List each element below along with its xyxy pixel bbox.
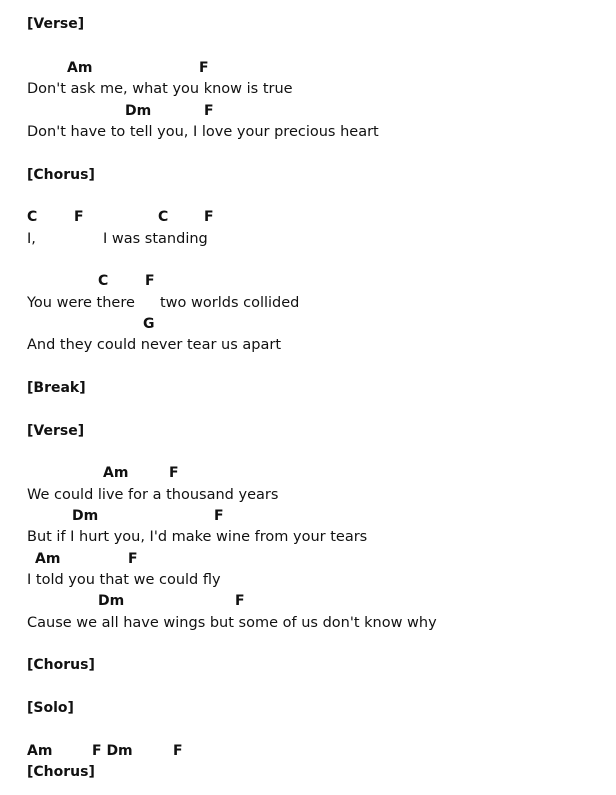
chord: F	[204, 209, 214, 225]
chord: C	[27, 209, 38, 225]
chord: C	[98, 273, 109, 289]
chord: Am	[27, 743, 53, 759]
lyric-line: Don't have to tell you, I love your precious heart	[27, 124, 379, 140]
chord: Am	[103, 465, 129, 481]
chord: Dm	[72, 508, 99, 524]
chord: F	[128, 551, 138, 567]
section-heading-chorus: [Chorus]	[27, 657, 95, 673]
section-heading-chorus: [Chorus]	[27, 167, 95, 183]
lyric-line: We could live for a thousand years	[27, 487, 279, 503]
lyric-line: And they could never tear us apart	[27, 337, 282, 353]
lyric-line: You were there	[27, 295, 135, 311]
lyric-line: Cause we all have wings but some of us don't know why	[27, 615, 437, 631]
chord: C	[158, 209, 169, 225]
chord: Am	[35, 551, 61, 567]
section-heading-solo: [Solo]	[27, 700, 74, 716]
lyric-line: I told you that we could fly	[27, 572, 221, 588]
chord: Dm	[98, 593, 125, 609]
section-heading-break: [Break]	[27, 380, 86, 396]
section-heading-verse: [Verse]	[27, 16, 85, 32]
chord: F	[235, 593, 245, 609]
chord: F	[204, 103, 214, 119]
chord: F Dm	[92, 743, 133, 759]
section-heading-verse: [Verse]	[27, 423, 85, 439]
chord: F	[199, 60, 209, 76]
section-heading-chorus: [Chorus]	[27, 764, 95, 780]
chord: F	[214, 508, 224, 524]
lyric-line: I was standing	[103, 231, 208, 247]
chord: Dm	[125, 103, 152, 119]
chord: F	[169, 465, 179, 481]
chord: F	[173, 743, 183, 759]
lyric-line: I,	[27, 231, 36, 247]
lyric-line: But if I hurt you, I'd make wine from your tears	[27, 529, 368, 545]
chord: G	[143, 316, 155, 332]
chord: F	[74, 209, 84, 225]
chord: Am	[67, 60, 93, 76]
chord: F	[145, 273, 155, 289]
lyric-line: Don't ask me, what you know is true	[27, 81, 293, 97]
lyric-line: two worlds collided	[160, 295, 300, 311]
